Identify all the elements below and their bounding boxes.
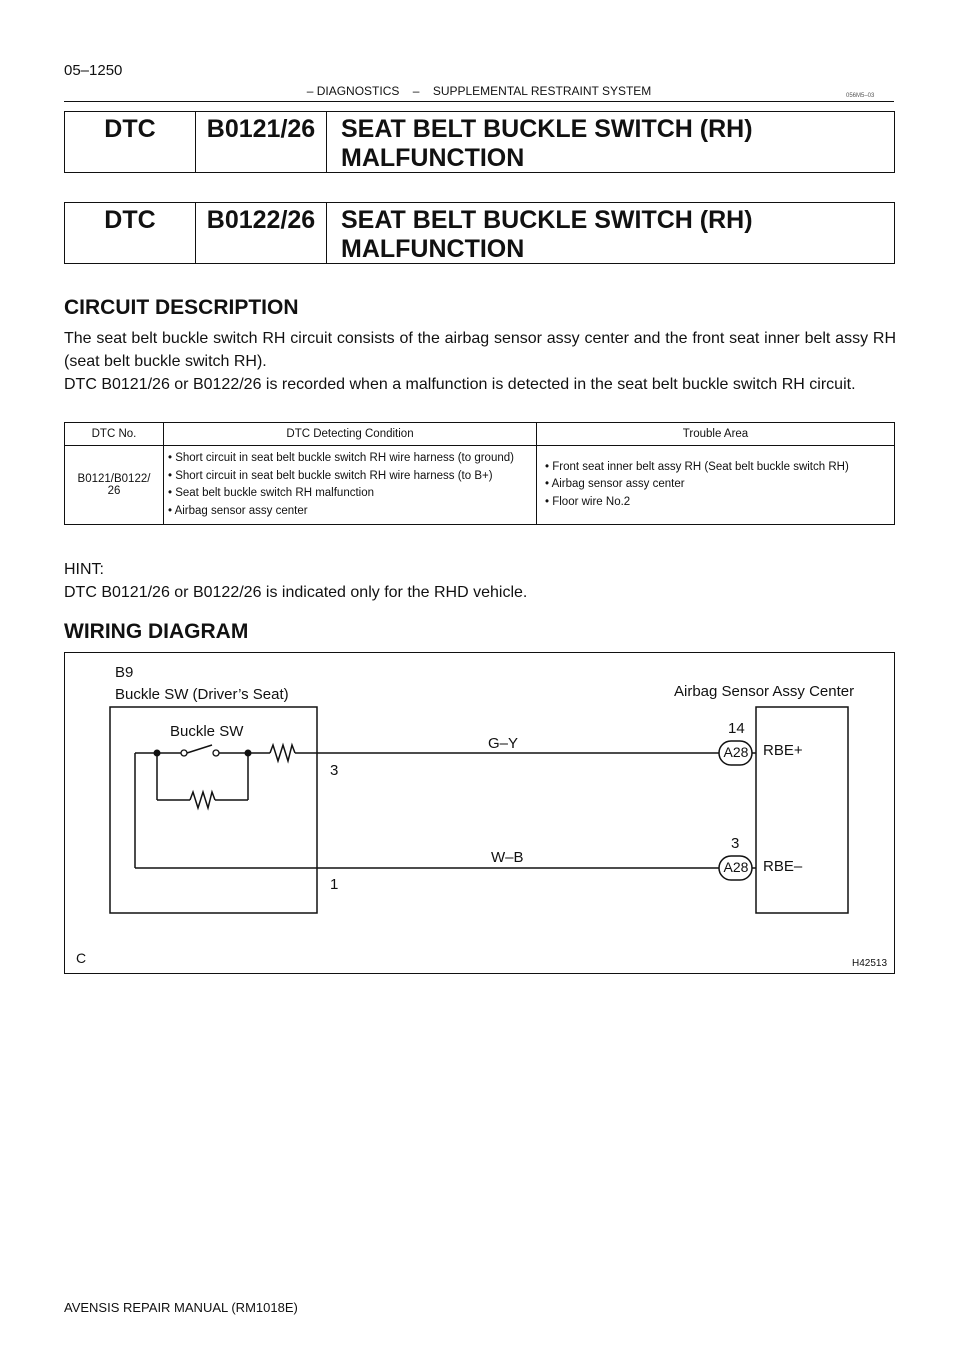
airbag-sensor-box bbox=[756, 707, 848, 913]
list-item: • Front seat inner belt assy RH (Seat belt buckle switch RH) bbox=[545, 460, 849, 473]
header-separator: – bbox=[412, 84, 420, 98]
page-number: 05–1250 bbox=[64, 62, 123, 79]
header-section: DIAGNOSTICS bbox=[316, 84, 400, 98]
right-component-label: Airbag Sensor Assy Center bbox=[674, 683, 855, 700]
resistor-symbol bbox=[190, 792, 215, 808]
dtc-title-line: MALFUNCTION bbox=[341, 235, 525, 263]
dtc-title-line: SEAT BELT BUCKLE SWITCH (RH) bbox=[341, 115, 753, 143]
junction-dot bbox=[154, 750, 161, 757]
header-subsection: SUPPLEMENTAL RESTRAINT SYSTEM bbox=[432, 84, 652, 98]
corner-letter: C bbox=[76, 950, 87, 966]
list-item: • Airbag sensor assy center bbox=[545, 478, 685, 491]
switch-terminal bbox=[181, 750, 187, 756]
switch-contact bbox=[187, 745, 212, 753]
wire-color-label: G–Y bbox=[488, 735, 519, 752]
left-connector-id: B9 bbox=[115, 664, 134, 681]
dtc-title-line: SEAT BELT BUCKLE SWITCH (RH) bbox=[341, 206, 753, 234]
circuit-description-heading: CIRCUIT DESCRIPTION bbox=[64, 296, 299, 319]
junction-dot bbox=[245, 750, 252, 757]
terminal-label: RBE+ bbox=[763, 742, 803, 759]
table-header: Trouble Area bbox=[537, 423, 895, 446]
pin-number: 3 bbox=[731, 835, 740, 852]
dtc-label: DTC bbox=[65, 203, 196, 263]
list-item: • Floor wire No.2 bbox=[545, 495, 631, 508]
wiring-diagram-heading: WIRING DIAGRAM bbox=[64, 620, 249, 643]
wire-color-label: W–B bbox=[491, 849, 524, 866]
switch-label: Buckle SW bbox=[170, 723, 244, 740]
table-header: DTC Detecting Condition bbox=[164, 423, 537, 446]
footer: AVENSIS REPAIR MANUAL (RM1018E) bbox=[64, 1300, 298, 1315]
left-component-label: Buckle SW (Driver’s Seat) bbox=[115, 686, 289, 703]
table-header: DTC No. bbox=[65, 423, 164, 446]
connector-label: A28 bbox=[723, 859, 749, 875]
list-item: • Short circuit in seat belt buckle switch RH wire harness (to B+) bbox=[168, 469, 493, 482]
pin-number: 1 bbox=[330, 876, 339, 893]
dtc-title-line: MALFUNCTION bbox=[341, 144, 525, 172]
list-item: • Airbag sensor assy center bbox=[168, 504, 308, 517]
circuit-description-para: The seat belt buckle switch RH circuit consists of the airbag sensor assy center and the front seat inner belt assy RH (seat belt buckle switch RH). bbox=[64, 330, 896, 370]
dtc-code: B0121/26 bbox=[196, 112, 327, 172]
hint-text: DTC B0121/26 or B0122/26 is indicated only for the RHD vehicle. bbox=[64, 584, 528, 601]
list-item: • Short circuit in seat belt buckle switch RH wire harness (to ground) bbox=[168, 452, 514, 464]
list-item: • Seat belt buckle switch RH malfunction bbox=[168, 487, 375, 499]
switch-terminal bbox=[213, 750, 219, 756]
hint-label: HINT: bbox=[64, 561, 104, 578]
document-code: 056M5–03 bbox=[846, 93, 875, 99]
pin-number: 3 bbox=[330, 762, 339, 779]
dtc-label: DTC bbox=[65, 112, 196, 172]
terminal-label: RBE– bbox=[763, 858, 803, 875]
circuit-description-para: DTC B0121/26 or B0122/26 is recorded when a malfunction is detected in the seat belt buckle switch RH circuit. bbox=[64, 376, 856, 393]
dtc-number-cell: B0121/B0122/ 26 bbox=[65, 446, 164, 525]
connector-label: A28 bbox=[723, 744, 749, 760]
dtc-code: B0122/26 bbox=[196, 203, 327, 263]
resistor-symbol bbox=[270, 745, 295, 761]
header-separator: – bbox=[306, 84, 314, 98]
figure-code: H42513 bbox=[852, 958, 888, 969]
pin-number: 14 bbox=[728, 720, 745, 737]
